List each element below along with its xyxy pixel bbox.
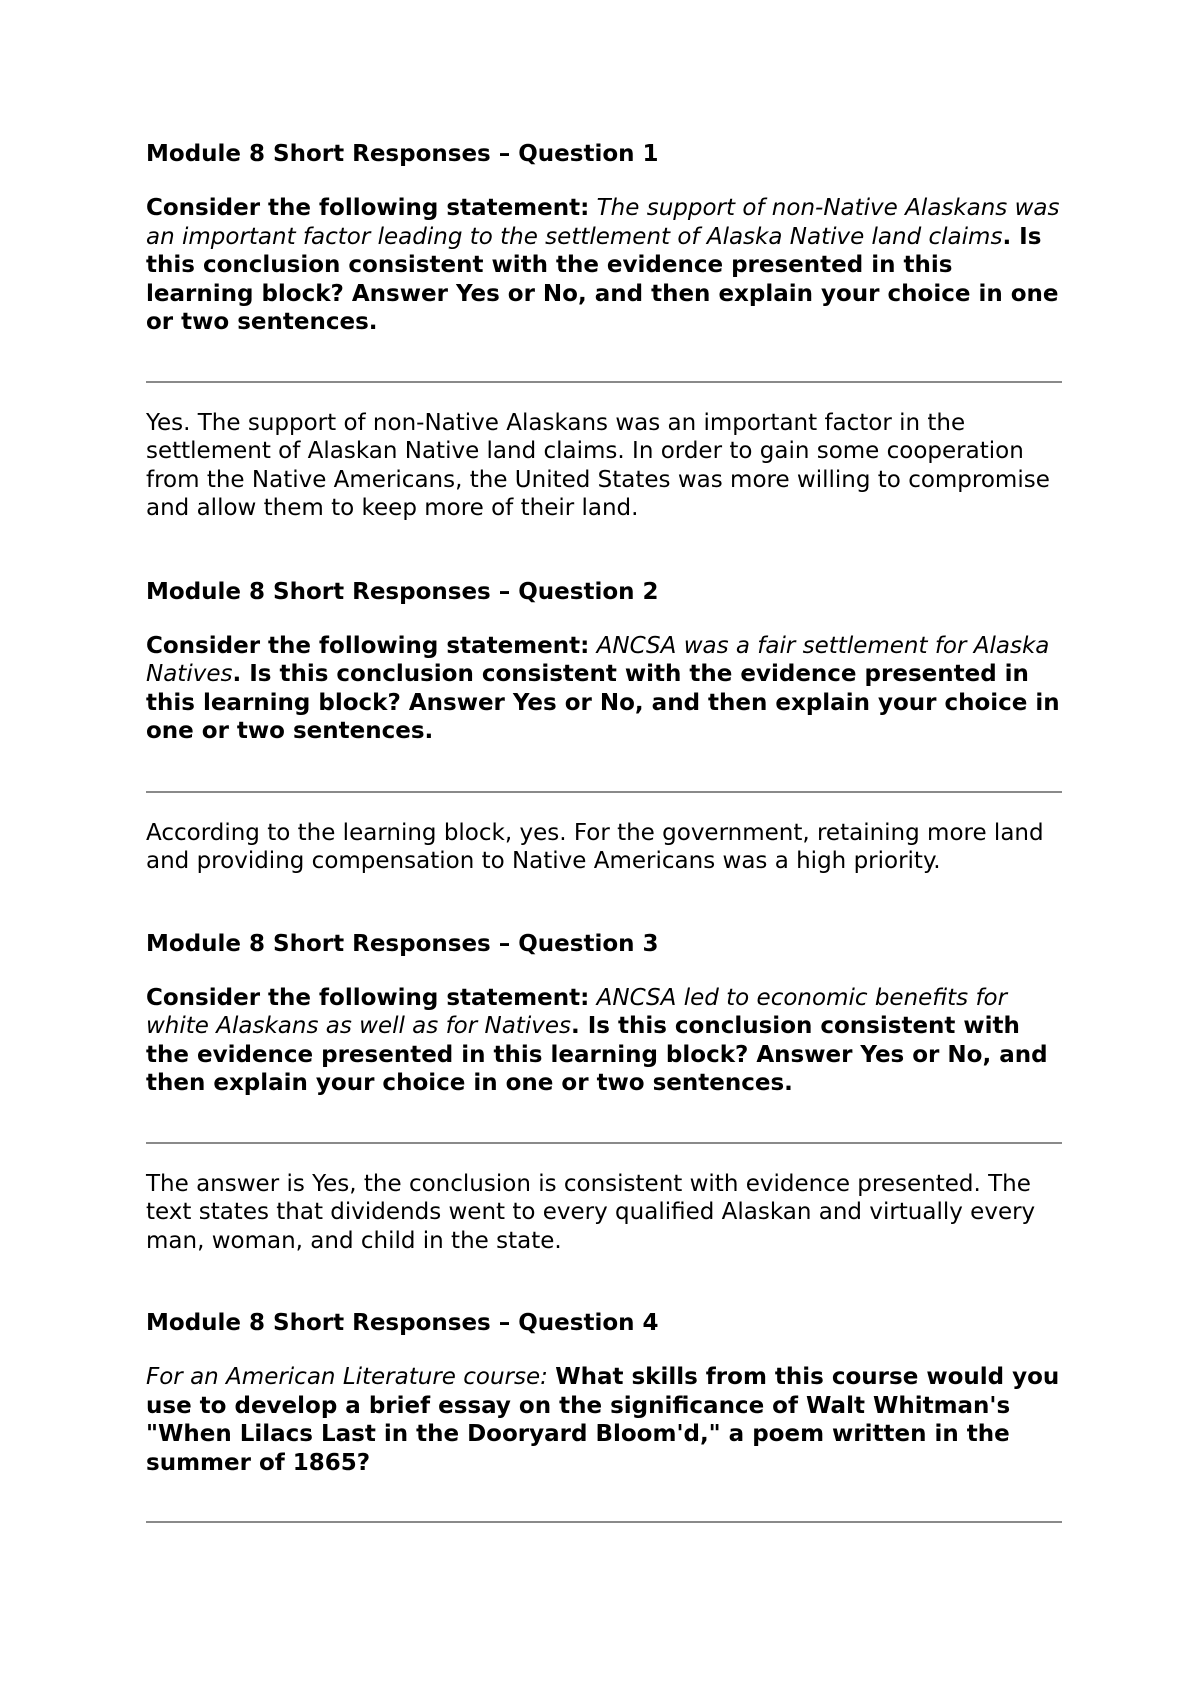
question-3-heading: Module 8 Short Responses – Question 3	[146, 930, 659, 957]
question-4-context: For an American Literature course:	[146, 1364, 548, 1390]
document-page	[146, 140, 1062, 1523]
question-2-statement: ANCSA was a fair settlement for Alaska Natives	[146, 632, 1050, 687]
question-2-heading: Module 8 Short Responses – Question 2	[146, 578, 659, 605]
question-2-prompt	[146, 632, 1062, 746]
question-4-section	[146, 1309, 1062, 1523]
question-2-section	[146, 578, 1062, 876]
question-1-section	[146, 140, 1062, 523]
question-1-heading: Module 8 Short Responses – Question 1	[146, 141, 659, 167]
question-1-question: . Is this conclusion consistent with the evidence presented in this learning block? Answer Yes or No, and then explain your choice in one or two sentences.	[146, 223, 1059, 335]
question-3-answer: The answer is Yes, the conclusion is consistent with evidence presented. The text states that dividends went to every qualified Alaskan and virtually every man, woman, and child in the state.	[146, 1170, 1036, 1254]
question-2-lead: Consider the following statement:	[146, 632, 590, 659]
question-4-question: What skills from this course would you use to develop a brief essay on the significance of Walt Whitman's "When Lilacs Last in the Dooryard Bloom'd," a poem written in the summer of 1865?	[146, 1364, 1060, 1476]
question-4-prompt	[146, 1363, 1062, 1477]
question-2-answer: According to the learning block, yes. For the government, retaining more land and providing compensation to Native Americans was a high priority.	[146, 819, 1044, 874]
question-1-lead: Consider the following statement:	[146, 195, 590, 221]
question-4-heading: Module 8 Short Responses – Question 4	[146, 1310, 659, 1336]
question-1-statement: The support of non-Native Alaskans was an important factor leading to the settlement of Alaska Native land claims	[146, 195, 1060, 250]
question-3-divider	[146, 1142, 1062, 1144]
question-3-question: . Is this conclusion consistent with the evidence presented in this learning block? Answer Yes or No, and then explain your choice in one or two sentences.	[146, 1013, 1048, 1096]
question-4-divider	[146, 1521, 1062, 1523]
question-1-answer: Yes. The support of non-Native Alaskans was an important factor in the settlement of Alaskan Native land claims. In order to gain some cooperation from the Native Americans, the United States was more willing to compromise and allow them to keep more of their land.	[146, 409, 1050, 521]
question-1-prompt	[146, 194, 1062, 337]
question-3-statement: ANCSA led to economic benefits for white Alaskans as well as for Natives	[146, 984, 1008, 1039]
question-2-divider	[146, 791, 1062, 793]
question-3-prompt	[146, 984, 1062, 1098]
question-2-question: . Is this conclusion consistent with the evidence presented in this learning block? Answer Yes or No, and then explain your choice in one or two sentences.	[146, 661, 1060, 744]
question-3-section	[146, 930, 1062, 1256]
question-1-divider	[146, 381, 1062, 383]
question-3-lead: Consider the following statement:	[146, 984, 590, 1011]
